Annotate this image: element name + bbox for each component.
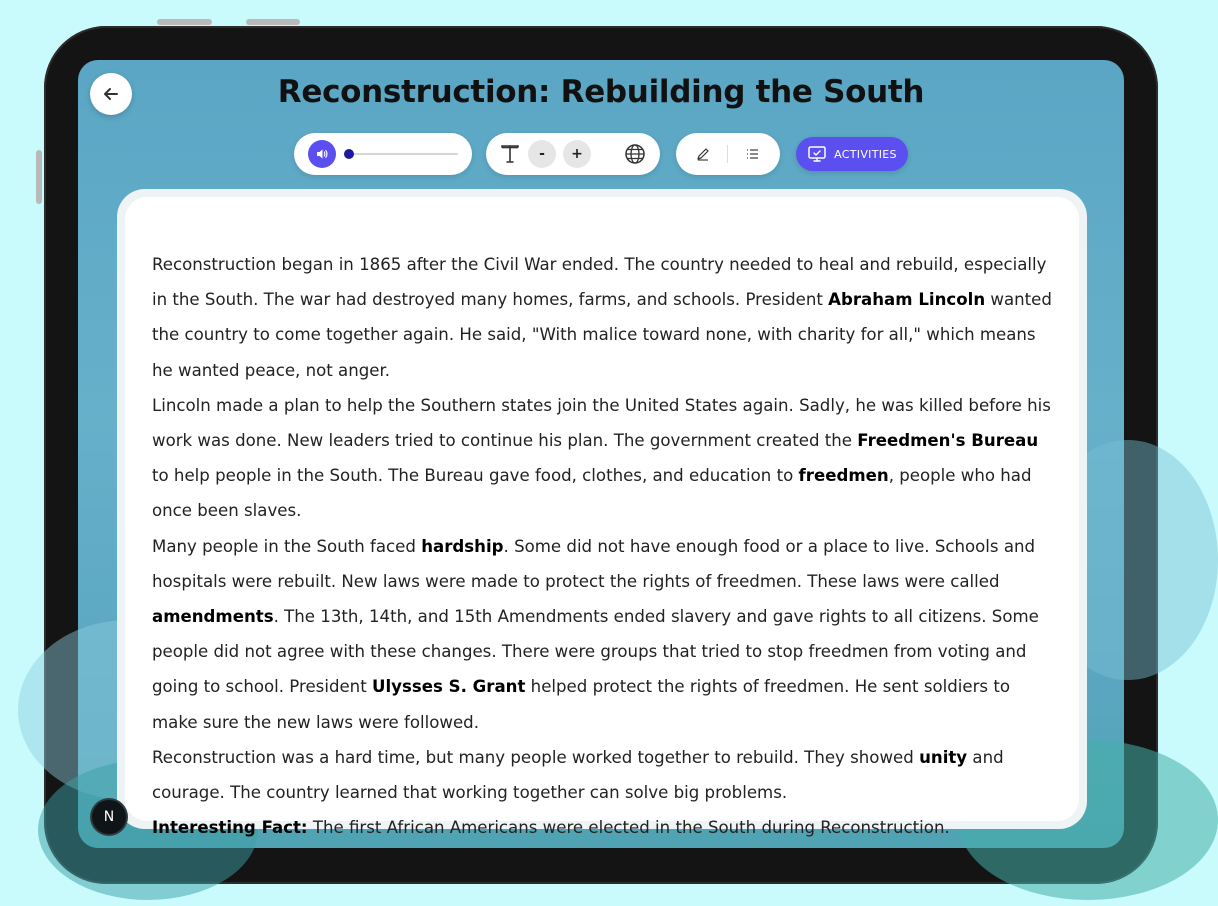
annotation-tools	[676, 133, 780, 175]
reading-card[interactable]	[125, 197, 1079, 838]
vocabulary-term: Interesting Fact:	[152, 818, 308, 838]
increase-font-button[interactable]: +	[563, 140, 591, 168]
volume-down-hardware-button	[246, 19, 300, 25]
article-paragraph	[152, 247, 1057, 388]
vocabulary-term: Freedmen's Bureau	[857, 431, 1039, 451]
n-badge-button[interactable]: N	[92, 800, 126, 834]
vocabulary-term: amendments	[152, 607, 274, 627]
audio-progress-thumb[interactable]	[344, 149, 354, 159]
activities-button[interactable]	[796, 137, 908, 171]
article-paragraph	[152, 388, 1057, 529]
article-text	[152, 247, 1057, 845]
vocabulary-term: freedmen	[798, 466, 889, 486]
side-hardware-button	[36, 150, 42, 204]
text-run: . Some did not have enough food or a place to live. Schools and hospitals were rebuilt. New laws were made to protect the rights of freedmen. These laws were called	[152, 536, 1036, 591]
text-run: The first African Americans were elected in the South during Reconstruction.	[307, 818, 950, 838]
presentation-icon	[807, 145, 827, 163]
article-paragraph	[152, 529, 1057, 740]
text-run: helped protect the rights of freedmen. He sent soldiers to make sure the new laws were followed.	[152, 677, 1010, 732]
text-run: and courage. The country learned that working together can solve big problems.	[152, 747, 1004, 803]
vocabulary-term: Abraham Lincoln	[828, 290, 986, 310]
volume-up-hardware-button	[157, 19, 212, 25]
audio-player	[294, 133, 472, 175]
text-run: Many people in the South faced	[152, 536, 422, 556]
decrease-font-button[interactable]: -	[528, 140, 556, 168]
activities-label: ACTIVITIES	[834, 147, 897, 161]
pencil-icon[interactable]	[696, 147, 710, 161]
toolbar-divider	[727, 145, 728, 163]
article-paragraph	[152, 740, 1057, 810]
page-title: Reconstruction: Rebuilding the South	[277, 74, 925, 110]
text-run: Reconstruction began in 1865 after the Civil War ended. The country needed to heal and rebuild, especially in the South. The war had destroyed many homes, farms, and schools. President	[152, 255, 1047, 310]
text-run: wanted the country to come together again. He said, "With malice toward none, with charity for all," which means he wanted peace, not anger.	[152, 290, 1052, 380]
text-run: , people who had once been slaves.	[152, 466, 1032, 521]
vocabulary-term: Ulysses S. Grant	[371, 677, 526, 697]
globe-icon[interactable]	[624, 143, 646, 165]
app-screen	[78, 60, 1124, 848]
text-run: to help people in the South. The Bureau gave food, clothes, and education to	[152, 466, 799, 486]
list-icon[interactable]	[746, 148, 759, 160]
text-run: Lincoln made a plan to help the Southern states join the United States again. Sadly, he was killed before his work was done. New leaders tried to continue his plan. The government created the	[152, 395, 1051, 451]
font-style-icon[interactable]	[498, 142, 522, 166]
audio-progress-slider[interactable]	[346, 153, 458, 155]
article-paragraph	[152, 810, 1057, 845]
text-settings	[486, 133, 660, 175]
speaker-icon	[315, 147, 329, 161]
play-audio-button[interactable]	[308, 140, 336, 168]
text-run: Reconstruction was a hard time, but many people worked together to rebuild. They showed	[152, 747, 920, 767]
reading-card-frame	[117, 189, 1087, 838]
vocabulary-term: unity	[919, 747, 968, 767]
vocabulary-term: hardship	[421, 536, 504, 556]
text-run: . The 13th, 14th, and 15th Amendments ended slavery and gave rights to all citizens. Some people did not agree with these changes. There were groups that tried to stop freedmen from voting and going to school. President	[152, 607, 1039, 697]
